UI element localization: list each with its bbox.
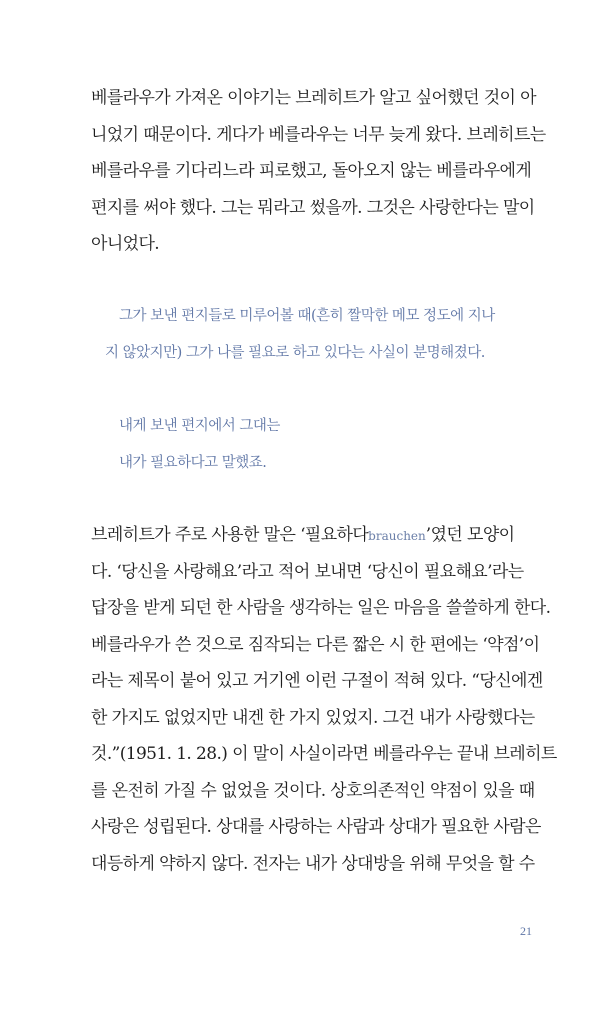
latin-term: brauchen xyxy=(368,529,426,543)
paragraph-2 xyxy=(91,517,557,882)
block-quote-2 xyxy=(91,408,531,481)
paragraph-1 xyxy=(91,80,546,263)
text-line: 베를라우를 기다리느라 피로했고, 돌아오지 않는 베를라우에게 xyxy=(91,161,532,181)
text-line: 베를라우가 쓴 것으로 짐작되는 다른 짧은 시 한 편에는 ‘약점’이 xyxy=(91,634,540,655)
text-line: 를 온전히 가질 수 없었을 것이다. 상호의존적인 약점이 있을 때 xyxy=(91,780,535,801)
text-span: ’였던 모양이 xyxy=(425,525,515,545)
text-line: 답장을 받게 되던 한 사람을 생각하는 일은 마음을 쓸쓸하게 한다. xyxy=(91,598,551,618)
text-line-first xyxy=(91,517,531,554)
quote-line: 지 않았지만) 그가 나를 필요로 하고 있다는 사실이 분명해졌다. xyxy=(105,344,485,361)
block-quote-1 xyxy=(91,298,531,371)
text-line: 편지를 써야 했다. 그는 뭐라고 썼을까. 그것은 사랑한다는 말이 xyxy=(91,197,535,218)
quote-line: 내게 보낸 편지에서 그대는 xyxy=(119,418,280,434)
text-line: 니었기 때문이다. 게다가 베를라우는 너무 늦게 왔다. 브레히트는 xyxy=(91,124,546,145)
quote-line: 그가 보낸 편지들로 미루어볼 때(흔히 짤막한 메모 정도에 지나 xyxy=(119,308,495,324)
text-line: 한 가지도 없었지만 내겐 한 가지 있었지. 그건 내가 사랑했다는 xyxy=(91,707,535,728)
text-line: 사랑은 성립된다. 상대를 사랑하는 사람과 상대가 필요한 사람은 xyxy=(91,817,541,837)
text-line: 다. ‘당신을 사랑해요’라고 적어 보내면 ‘당신이 필요해요’라는 xyxy=(91,561,524,582)
text-line: 라는 제목이 붙어 있고 거기엔 이런 구절이 적혀 있다. “당신에겐 xyxy=(91,671,543,691)
text-line: 베를라우가 가져온 이야기는 브레히트가 알고 싶어했던 것이 아 xyxy=(91,88,536,108)
text-span: 브레히트가 주로 사용한 말은 ‘필요하다 xyxy=(91,525,369,545)
text-line: 것.”(1951. 1. 28.) 이 말이 사실이라면 베를라우는 끝내 브레히트 xyxy=(91,744,557,764)
page-number: 21 xyxy=(520,924,532,938)
quote-line: 내가 필요하다고 말했죠. xyxy=(119,454,267,471)
text-line: 대등하게 약하지 않다. 전자는 내가 상대방을 위해 무엇을 할 수 xyxy=(91,853,535,874)
text-line: 아니었다. xyxy=(91,234,160,254)
